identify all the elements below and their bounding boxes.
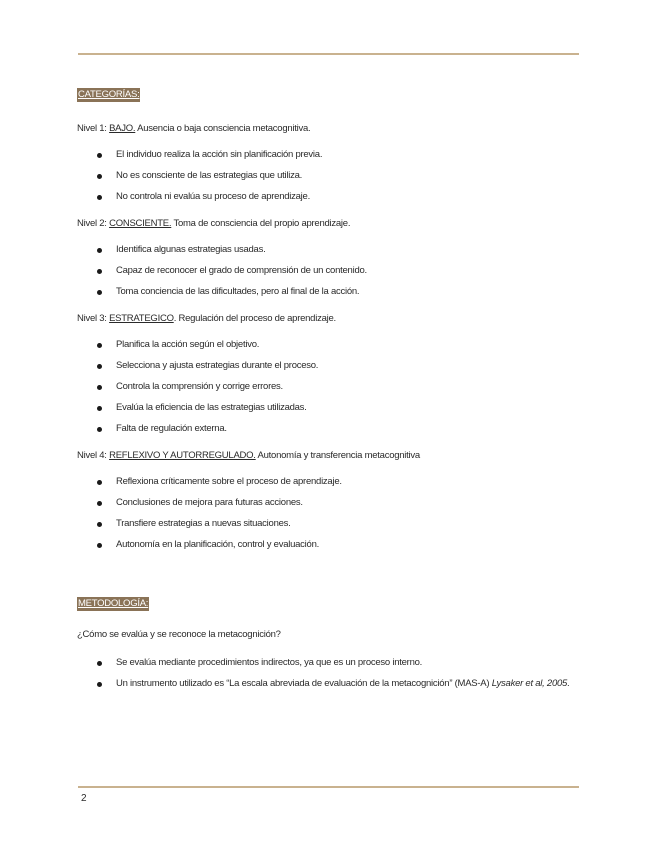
- list-item: Autonomía en la planificación, control y evaluación.: [77, 539, 587, 551]
- level-2-list: [77, 244, 587, 298]
- list-item: Transfiere estrategias a nuevas situaciones.: [77, 518, 587, 530]
- level-4-list: [77, 476, 587, 551]
- citation: Lysaker et al, 2005: [491, 678, 568, 689]
- list-item: Conclusiones de mejora para futuras acciones.: [77, 497, 587, 509]
- list-item: Un instrumento utilizado es “La escala abreviada de evaluación de la metacognición” (MAS-A) Lysaker et al, 2005.: [77, 678, 587, 690]
- metodologia-question: ¿Cómo se evalúa y se reconoce la metacognición?: [77, 629, 281, 640]
- list-item: Reflexiona críticamente sobre el proceso de aprendizaje.: [77, 476, 587, 488]
- level-2-name: CONSCIENTE.: [109, 218, 172, 229]
- level-2-line: Nivel 2: CONSCIENTE. Toma de consciencia del propio aprendizaje.: [77, 218, 351, 229]
- list-item: Falta de regulación externa.: [77, 423, 587, 435]
- level-1-line: Nivel 1: BAJO. Ausencia o baja consciencia metacognitiva.: [77, 123, 311, 134]
- page-number: 2: [81, 793, 87, 804]
- list-item: Selecciona y ajusta estrategias durante el proceso.: [77, 360, 587, 372]
- list-item: Planifica la acción según el objetivo.: [77, 339, 587, 351]
- list-item: Evalúa la eficiencia de las estrategias utilizadas.: [77, 402, 587, 414]
- list-item: Se evalúa mediante procedimientos indirectos, ya que es un proceso interno.: [77, 657, 587, 669]
- level-1-list: [77, 149, 587, 203]
- list-item: No es consciente de las estrategias que utiliza.: [77, 170, 587, 182]
- list-item: Controla la comprensión y corrige errores.: [77, 381, 587, 393]
- list-item: No controla ni evalúa su proceso de aprendizaje.: [77, 191, 587, 203]
- list-item: Identifica algunas estrategias usadas.: [77, 244, 587, 256]
- level-3-list: [77, 339, 587, 435]
- level-3-line: Nivel 3: ESTRATEGICO. Regulación del proceso de aprendizaje.: [77, 313, 336, 324]
- categorias-heading: CATEGORÍAS:: [78, 89, 140, 100]
- metodologia-heading: METODOLOGÍA:: [78, 598, 149, 609]
- list-item: Capaz de reconocer el grado de comprensión de un contenido.: [77, 265, 587, 277]
- header-rule: [78, 53, 579, 55]
- list-item: El individuo realiza la acción sin planificación previa.: [77, 149, 587, 161]
- level-1-name: BAJO.: [109, 123, 136, 134]
- level-4-line: Nivel 4: REFLEXIVO Y AUTORREGULADO. Autonomía y transferencia metacognitiva: [77, 450, 420, 461]
- metodologia-list: [77, 657, 587, 690]
- level-4-name: REFLEXIVO Y AUTORREGULADO.: [109, 450, 256, 461]
- document-body: [77, 88, 587, 690]
- level-3-name: ESTRATEGICO: [109, 313, 174, 324]
- list-item: Toma conciencia de las dificultades, pero al final de la acción.: [77, 286, 587, 298]
- footer-rule: [78, 786, 579, 788]
